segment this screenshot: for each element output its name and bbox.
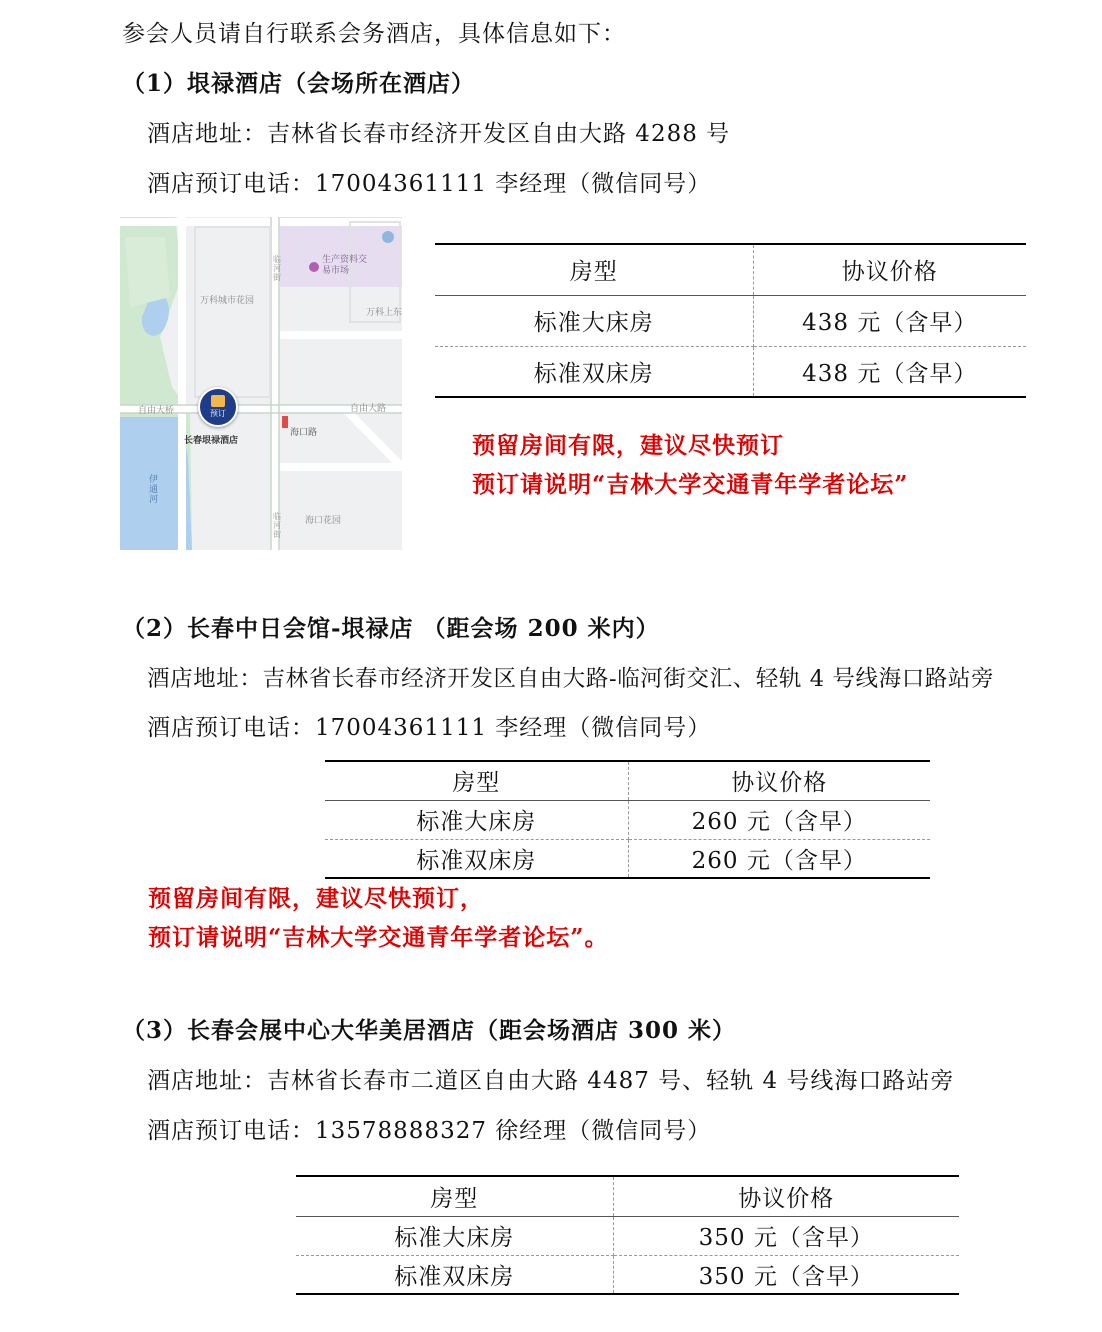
- map-label-market: 生产资料交易市场: [322, 255, 368, 276]
- hotel2-price-table: [325, 760, 930, 879]
- intro-text: 参会人员请自行联系会务酒店，具体信息如下：: [122, 21, 626, 47]
- map-label-road-ziyou-right: 自由大路: [350, 404, 387, 414]
- hotel1-title: （1）垠禄酒店（会场所在酒店）: [122, 70, 476, 97]
- room-type-cell: 标准大床房: [325, 800, 628, 839]
- map-label-station: 海口路: [290, 428, 318, 438]
- table-header-row: [435, 244, 1026, 295]
- table-header-row: [325, 761, 930, 800]
- table-row: [296, 1255, 959, 1294]
- hotel2-note-limited: 预留房间有限，建议尽快预订，: [148, 885, 484, 912]
- hotel3-title: （3）长春会展中心大华美居酒店（距会场酒店 300 米）: [122, 1017, 737, 1044]
- table-row: [325, 839, 930, 878]
- room-type-cell: 标准大床房: [296, 1216, 613, 1255]
- room-type-cell: 标准大床房: [435, 295, 753, 346]
- hotel2-address: 酒店地址：吉林省长春市经济开发区自由大路-临河街交汇、轻轨 4 号线海口路站旁: [147, 666, 995, 692]
- hotel2-phone: 酒店预订电话：17004361111 李经理（微信同号）: [147, 715, 712, 741]
- map-label-river: 伊通河: [149, 475, 159, 505]
- hotel2-note-mention: 预订请说明“吉林大学交通青年学者论坛”。: [148, 924, 609, 951]
- map-label-vanke2: 万科上东: [366, 308, 402, 318]
- map-label-road-linhe2: 临河街: [273, 512, 281, 539]
- price-cell: 438 元（含早）: [753, 295, 1026, 346]
- room-type-cell: 标准双床房: [296, 1255, 613, 1294]
- header-room-type: 房型: [435, 244, 753, 295]
- hotel1-price-table: [435, 243, 1026, 398]
- hotel1-note-mention: 预订请说明“吉林大学交通青年学者论坛”: [472, 471, 909, 498]
- table-row: [435, 346, 1026, 397]
- hotel1-location-map[interactable]: [120, 217, 402, 550]
- table-row: [435, 295, 1026, 346]
- header-price: 协议价格: [753, 244, 1026, 295]
- price-cell: 260 元（含早）: [628, 839, 930, 878]
- hotel1-note-limited: 预留房间有限，建议尽快预订: [472, 432, 784, 459]
- hotel3-phone: 酒店预订电话：13578888327 徐经理（微信同号）: [147, 1118, 712, 1144]
- hotel2-title: （2）长春中日会馆-垠禄店 （距会场 200 米内）: [122, 615, 660, 642]
- map-label-hotel: 长春垠禄酒店: [184, 436, 239, 446]
- map-label-garden1: 万科城市花园: [200, 296, 255, 306]
- hotel3-price-table: [296, 1175, 959, 1295]
- price-cell: 350 元（含早）: [613, 1255, 959, 1294]
- hotel1-phone: 酒店预订电话：17004361111 李经理（微信同号）: [147, 171, 712, 197]
- map-label-road-ziyou-left: 自由大桥: [138, 406, 175, 416]
- hotel-building-icon: [211, 395, 225, 407]
- price-cell: 260 元（含早）: [628, 800, 930, 839]
- hotel3-address: 酒店地址：吉林省长春市二道区自由大路 4487 号、轻轨 4 号线海口路站旁: [147, 1068, 955, 1094]
- room-type-cell: 标准双床房: [435, 346, 753, 397]
- header-room-type: 房型: [296, 1176, 613, 1216]
- room-type-cell: 标准双床房: [325, 839, 628, 878]
- price-cell: 350 元（含早）: [613, 1216, 959, 1255]
- header-room-type: 房型: [325, 761, 628, 800]
- hotel1-address: 酒店地址：吉林省长春市经济开发区自由大路 4288 号: [147, 121, 731, 147]
- price-cell: 438 元（含早）: [753, 346, 1026, 397]
- map-pin-icon[interactable]: [198, 387, 238, 427]
- table-header-row: [296, 1176, 959, 1216]
- table-row: [296, 1216, 959, 1255]
- map-label-garden2: 海口花园: [305, 516, 342, 526]
- header-price: 协议价格: [628, 761, 930, 800]
- table-row: [325, 800, 930, 839]
- map-label-road-linhe1: 临河街: [273, 255, 281, 282]
- header-price: 协议价格: [613, 1176, 959, 1216]
- map-pin-label: 预订: [210, 409, 226, 418]
